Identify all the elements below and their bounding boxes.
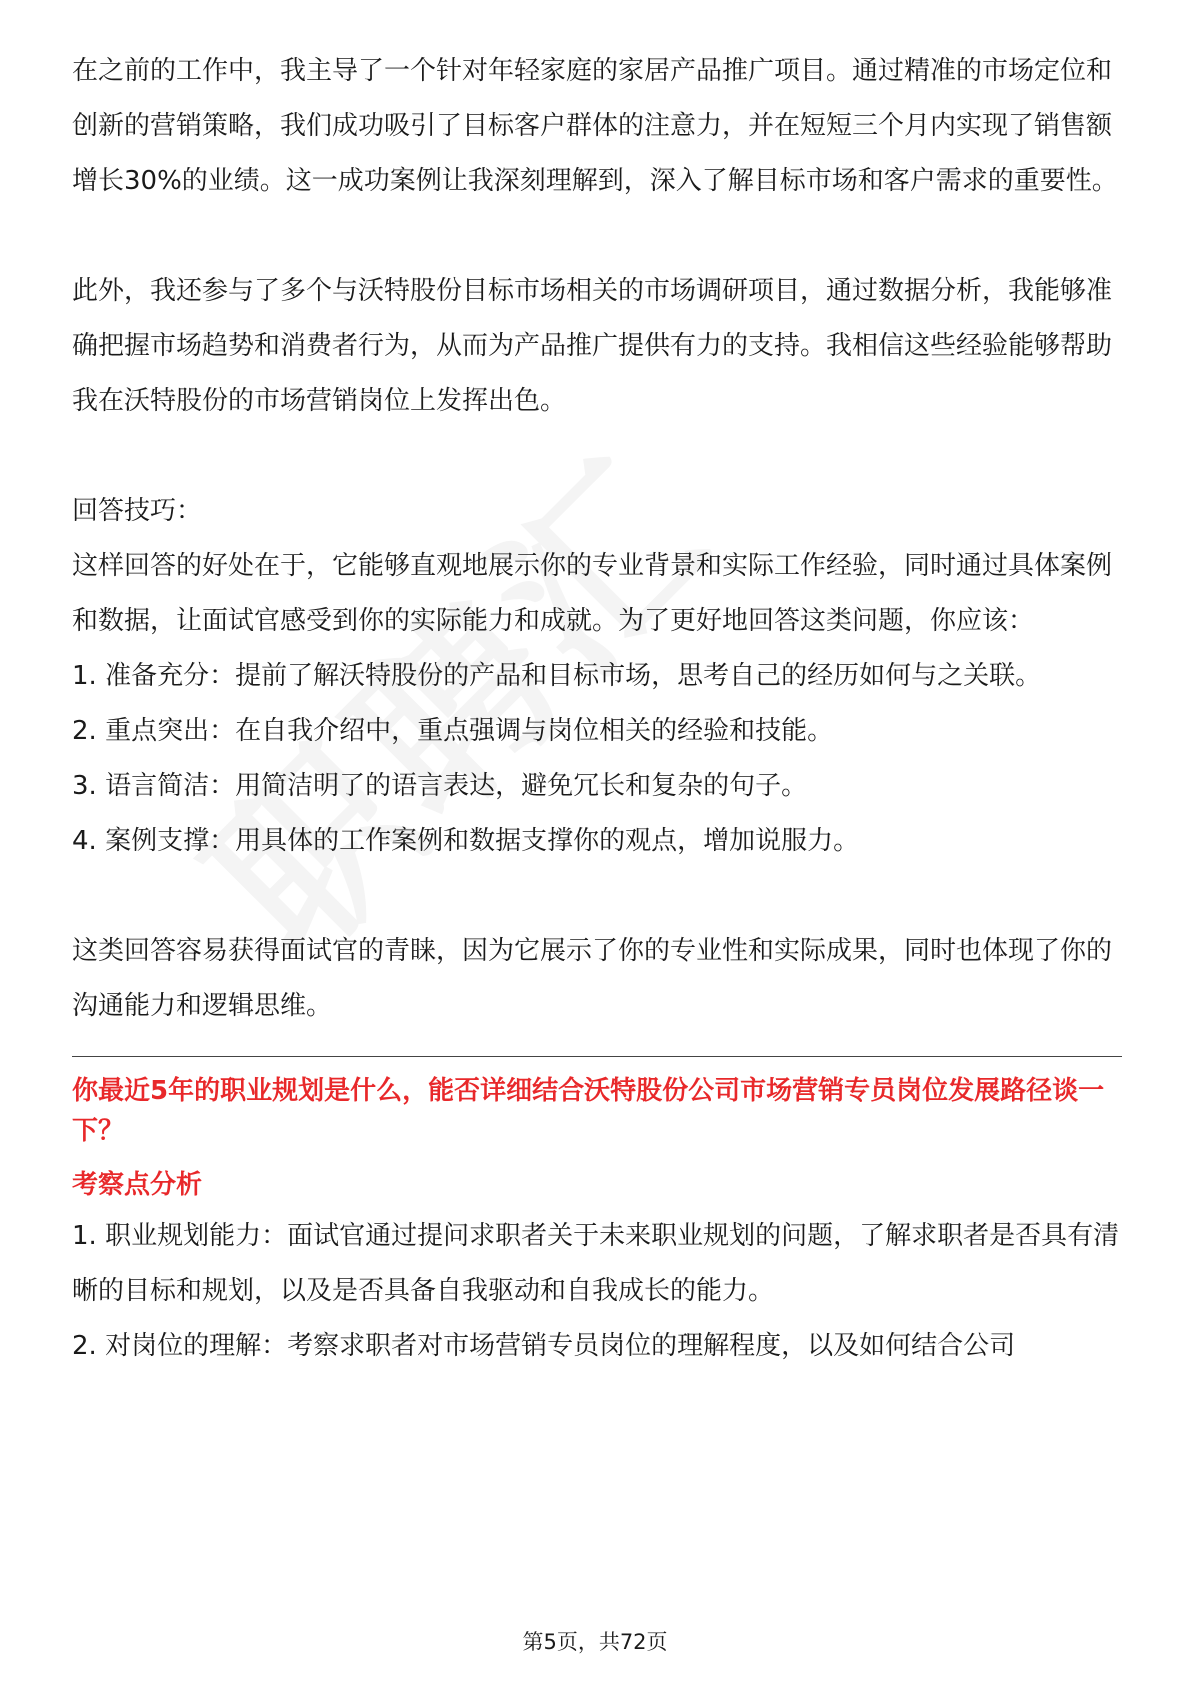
tips-intro: 这样回答的好处在于，它能够直观地展示你的专业背景和实际工作经验，同时通过具体案例和数据，让面试官感受到你的实际能力和成就。为了更好地回答这类问题，你应该： bbox=[72, 551, 1113, 636]
section-divider bbox=[72, 1056, 1122, 1057]
tips-item: 4. 案例支撑：用具体的工作案例和数据支撑你的观点，增加说服力。 bbox=[72, 826, 860, 856]
tips-conclusion: 这类回答容易获得面试官的青睐，因为它展示了你的专业性和实际成果，同时也体现了你的沟通能力和逻辑思维。 bbox=[72, 936, 1113, 1021]
paragraph-gap bbox=[72, 429, 1122, 484]
tips-item: 2. 重点突出：在自我介绍中，重点强调与岗位相关的经验和技能。 bbox=[72, 716, 834, 746]
analysis-heading: 考察点分析 bbox=[72, 1170, 203, 1200]
paragraph-gap bbox=[72, 869, 1122, 924]
page-number: 第5页，共72页 bbox=[522, 1630, 668, 1654]
paragraph-market-research: 此外，我还参与了多个与沃特股份目标市场相关的市场调研项目，通过数据分析，我能够准确把握市场趋势和消费者行为，从而为产品推广提供有力的支持。我相信这些经验能够帮助我在沃特股份的市场营销岗位上发挥出色。 bbox=[72, 276, 1113, 416]
tips-item: 3. 语言简洁：用简洁明了的语言表达，避免冗长和复杂的句子。 bbox=[72, 771, 808, 801]
analysis-item: 2. 对岗位的理解：考察求职者对市场营销专员岗位的理解程度，以及如何结合公司 bbox=[72, 1331, 1016, 1361]
tips-heading: 回答技巧： bbox=[72, 496, 203, 526]
paragraph-gap bbox=[72, 209, 1122, 264]
paragraph-project-experience: 在之前的工作中，我主导了一个针对年轻家庭的家居产品推广项目。通过精准的市场定位和创新的营销策略，我们成功吸引了目标客户群体的注意力，并在短短三个月内实现了销售额增长30%的业绩。这一成功案例让我深刻理解到，深入了解目标市场和客户需求的重要性。 bbox=[72, 56, 1118, 196]
analysis-item: 1. 职业规划能力：面试官通过提问求职者关于未来职业规划的问题，了解求职者是否具有清晰的目标和规划，以及是否具备自我驱动和自我成长的能力。 bbox=[72, 1221, 1120, 1306]
question-title: 你最近5年的职业规划是什么，能否详细结合沃特股份公司市场营销专员岗位发展路径谈一下？ bbox=[72, 1076, 1105, 1146]
tips-item: 1. 准备充分：提前了解沃特股份的产品和目标市场，思考自己的经历如何与之关联。 bbox=[72, 661, 1042, 691]
page-content bbox=[72, 44, 1122, 1374]
